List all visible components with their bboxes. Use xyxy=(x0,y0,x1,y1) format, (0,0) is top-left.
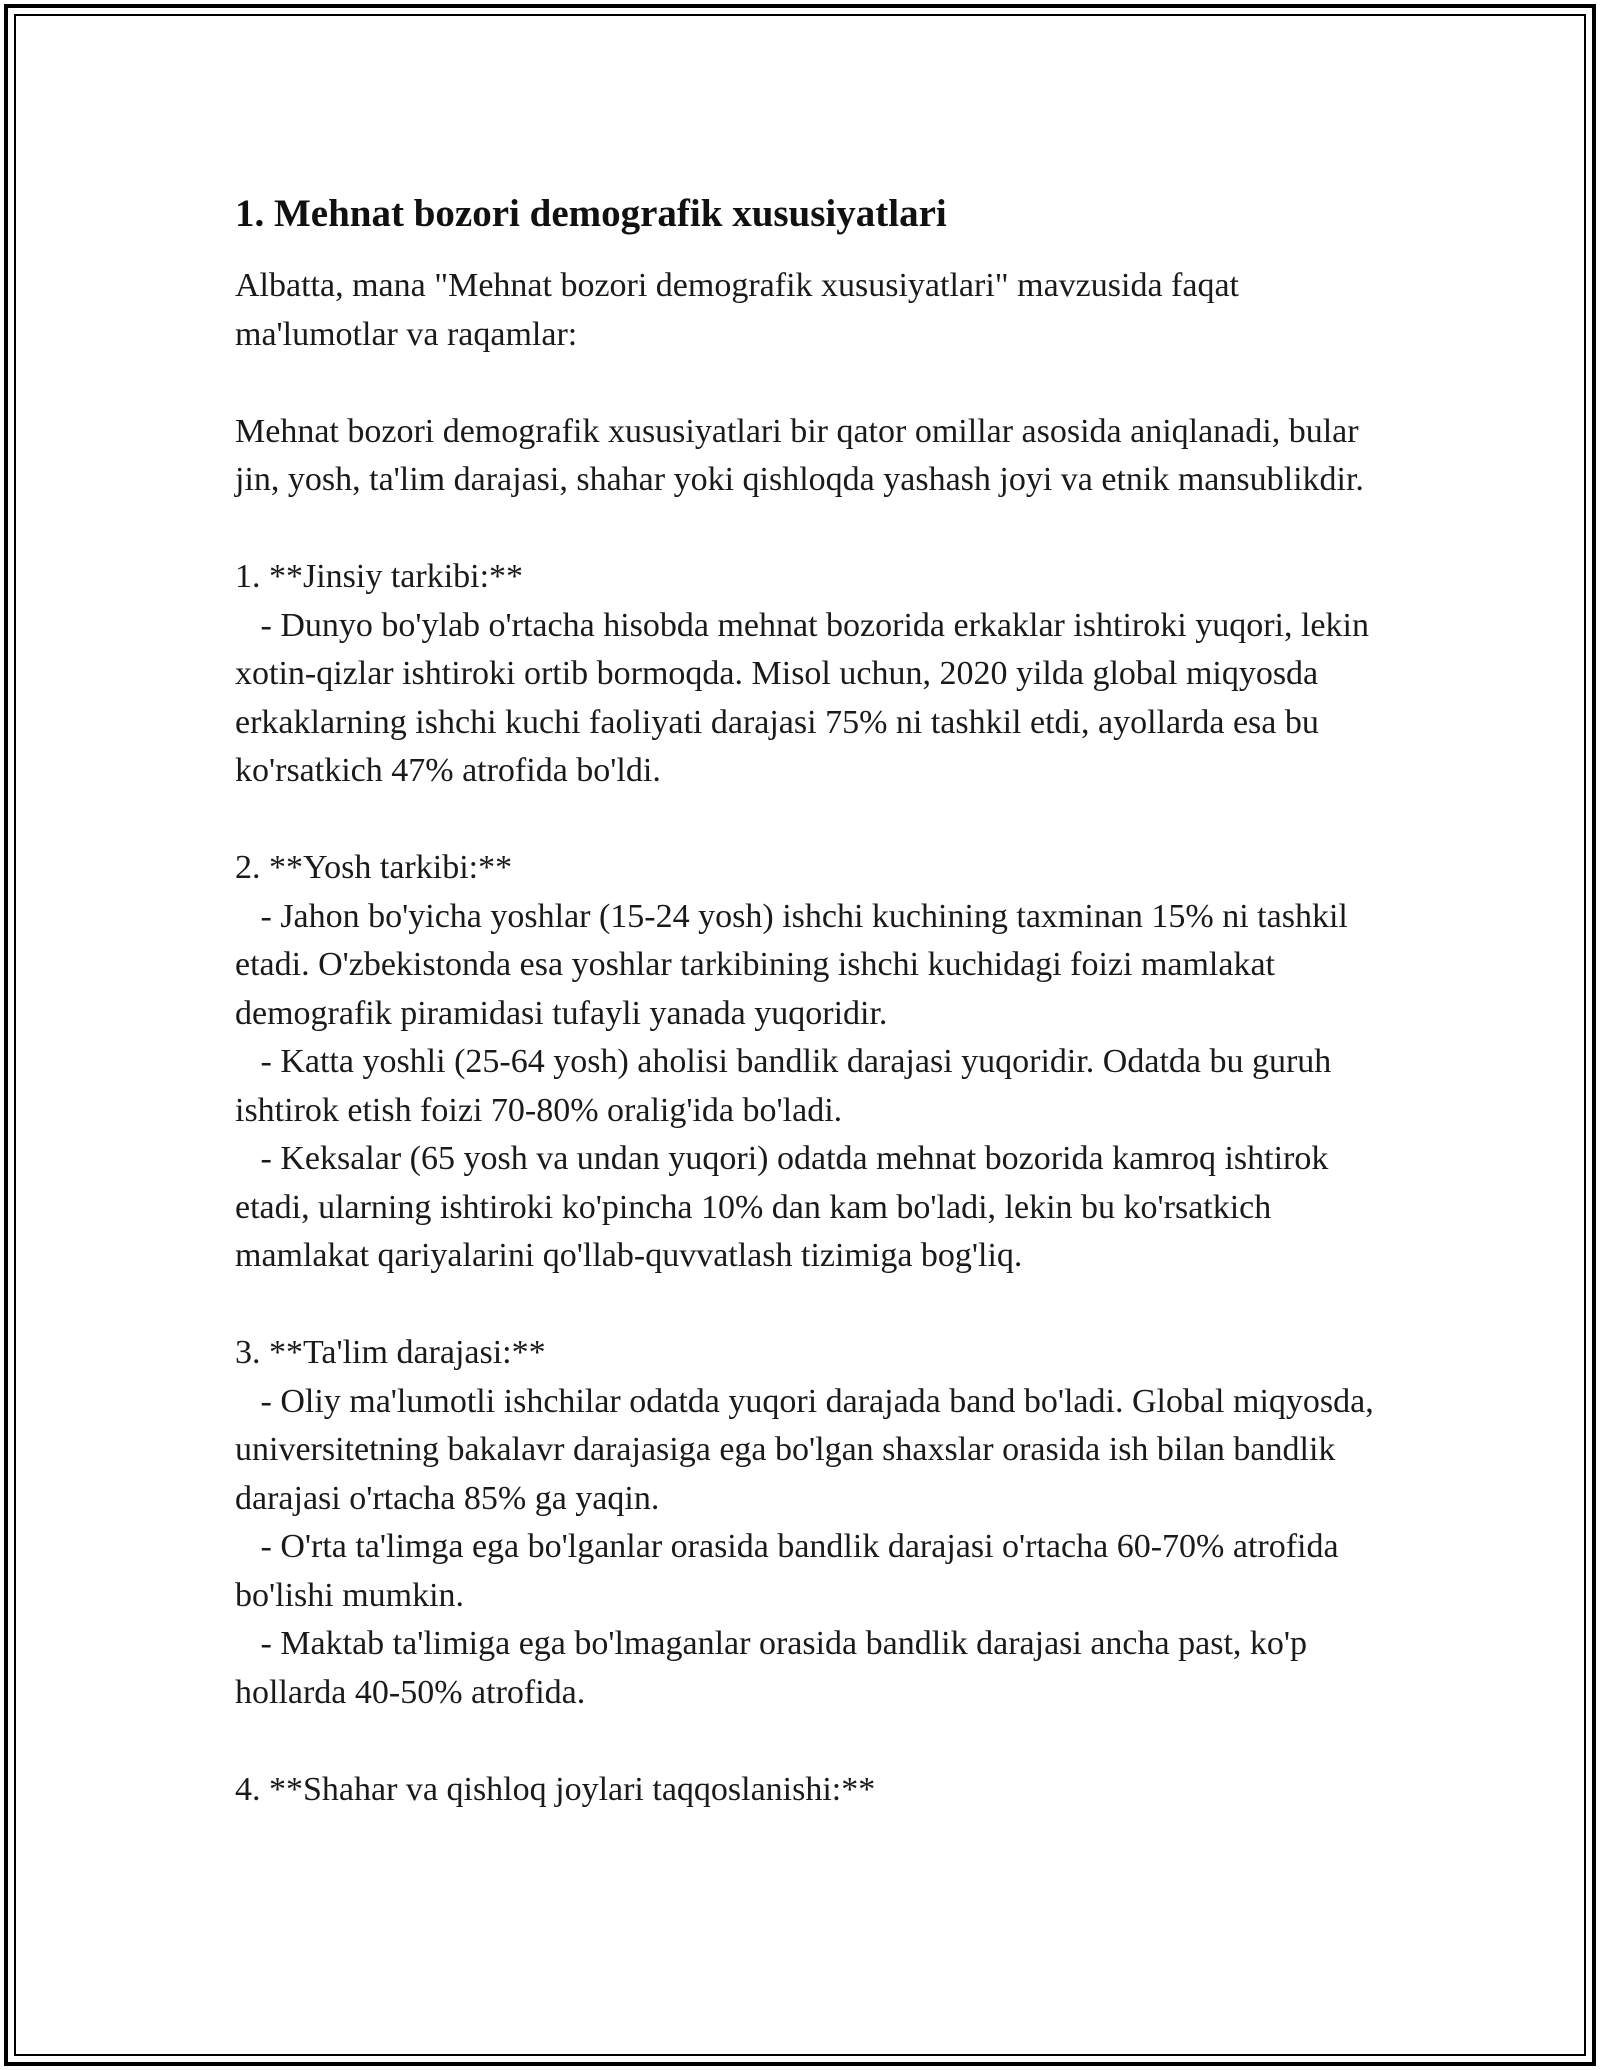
intro-paragraph: Albatta, mana "Mehnat bozori demografik xususiyatlari" mavzusida faqat ma'lumotlar va raqamlar: xyxy=(235,267,1248,353)
paragraph-spacer xyxy=(235,1281,1395,1330)
paragraph-spacer xyxy=(235,1717,1395,1766)
list-item: - Dunyo bo'ylab o'rtacha hisobda mehnat bozorida erkaklar ishtiroki yuqori, lekin xotin-qizlar ishtiroki ortib bormoqda. Misol uchun, 2020 yilda global miqyosda erkaklarning ishchi kuchi faoliyati darajasi 75% ni tashkil etdi, ayollarda esa bu ko'rsatkich 47% atrofida bo'ldi. xyxy=(235,606,1378,789)
list-item: - Jahon bo'yicha yoshlar (15-24 yosh) ishchi kuchining taxminan 15% ni tashkil etadi. O'zbekistonda esa yoshlar tarkibining ishchi kuchidagi foizi mamlakat demografik piramidasi tufayli yanada yuqoridir. xyxy=(235,897,1357,1032)
overview-paragraph: Mehnat bozori demografik xususiyatlari bir qator omillar asosida aniqlanadi, bular jin, yosh, ta'lim darajasi, shahar yoki qishloqda yashash joyi va etnik mansublikdir. xyxy=(235,412,1368,498)
list-item: - Keksalar (65 yosh va undan yuqori) odatda mehnat bozorida kamroq ishtirok etadi, ularning ishtiroki ko'pincha 10% dan kam bo'ladi, lekin bu ko'rsatkich mamlakat qariyalarini qo'llab-quvvatlash tizimiga bog'liq. xyxy=(235,1140,1337,1274)
section-heading-age: 2. **Yosh tarkibi:** xyxy=(235,849,513,886)
paragraph-spacer xyxy=(235,505,1395,554)
paragraph-spacer xyxy=(235,796,1395,845)
list-item: - Maktab ta'limiga ega bo'lmaganlar orasida bandlik darajasi ancha past, ko'p hollarda 40-50% atrofida. xyxy=(235,1625,1316,1711)
list-item: - Katta yoshli (25-64 yosh) aholisi bandlik darajasi yuqoridir. Odatda bu guruh ishtirok etish foizi 70-80% oralig'ida bo'ladi. xyxy=(235,1043,1340,1129)
paragraph-spacer xyxy=(235,359,1395,408)
list-item: - Oliy ma'lumotli ishchilar odatda yuqori darajada band bo'ladi. Global miqyosda, universitetning bakalavr darajasiga ega bo'lgan shaxslar orasida ish bilan bandlik darajasi o'rtacha 85% ga yaqin. xyxy=(235,1382,1383,1517)
section-heading-gender: 1. **Jinsiy tarkibi:** xyxy=(235,558,524,595)
document-title: 1. Mehnat bozori demografik xususiyatlari xyxy=(235,192,947,235)
document-body xyxy=(235,188,1395,1814)
section-heading-education: 3. **Ta'lim darajasi:** xyxy=(235,1334,546,1371)
list-item: - O'rta ta'limga ega bo'lganlar orasida bandlik darajasi o'rtacha 60-70% atrofida bo'lishi mumkin. xyxy=(235,1528,1348,1614)
section-heading-urban-rural: 4. **Shahar va qishloq joylari taqqoslanishi:** xyxy=(235,1770,876,1808)
